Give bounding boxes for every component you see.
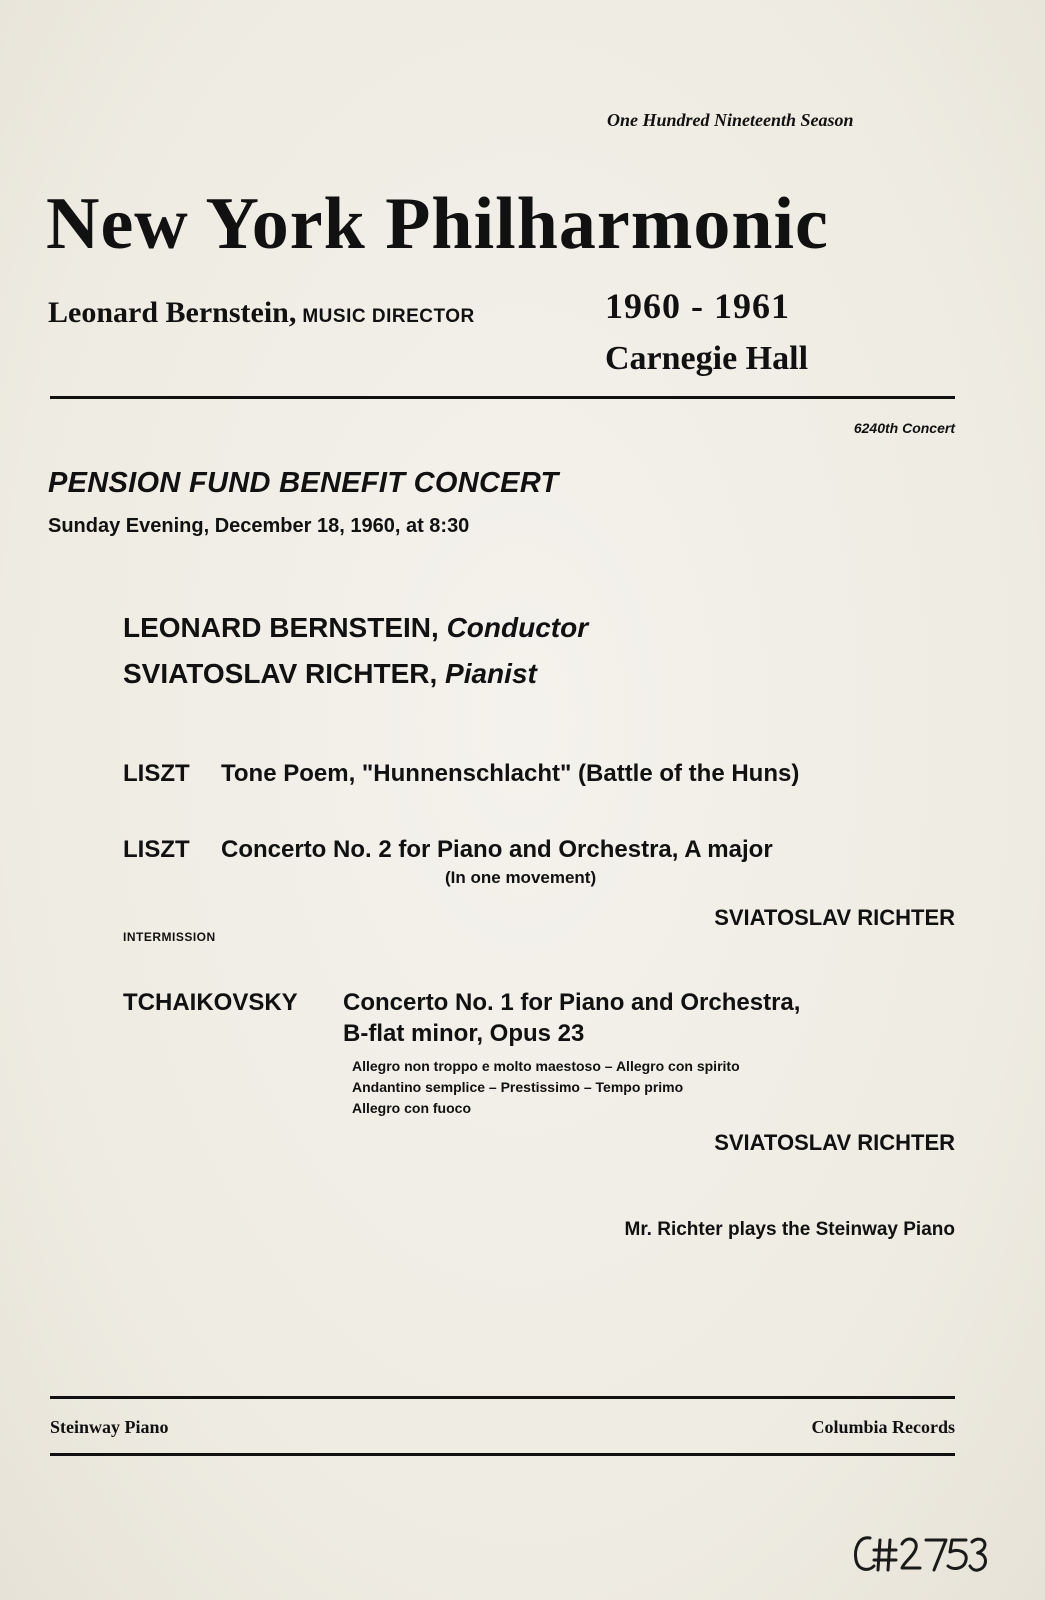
program-item-composer: LISZT <box>123 836 190 863</box>
program-item-work: Concerto No. 1 for Piano and Orchestra, <box>343 989 801 1016</box>
performer-pianist <box>123 658 537 690</box>
event-name: PENSION FUND BENEFIT CONCERT <box>48 467 559 499</box>
movement: Andantino semplice – Prestissimo – Tempo primo <box>352 1079 684 1095</box>
piano-note: Mr. Richter plays the Steinway Piano <box>624 1219 955 1240</box>
director-name: Leonard Bernstein, <box>48 296 297 329</box>
program-item-composer: TCHAIKOVSKY <box>123 989 298 1016</box>
performer-name: LEONARD BERNSTEIN, <box>123 612 439 643</box>
program-item-work: Tone Poem, "Hunnenschlacht" (Battle of the Huns) <box>221 760 800 787</box>
movement: Allegro con fuoco <box>352 1100 471 1116</box>
divider-footer-top <box>50 1396 955 1399</box>
program-item-work: Concerto No. 2 for Piano and Orchestra, A major <box>221 836 773 863</box>
intermission-label: INTERMISSION <box>123 930 216 944</box>
performer-conductor <box>123 612 588 644</box>
season-years: 1960 - 1961 <box>605 286 790 326</box>
handwritten-catalog-mark <box>850 1528 990 1578</box>
concert-number: 6240th Concert <box>853 420 955 436</box>
divider-footer-bottom <box>50 1453 955 1456</box>
footer-left: Steinway Piano <box>50 1417 169 1437</box>
event-date: Sunday Evening, December 18, 1960, at 8:30 <box>48 515 470 537</box>
program-item-soloist: SVIATOSLAV RICHTER <box>714 905 955 930</box>
performer-role: Pianist <box>445 658 537 689</box>
performer-role: Conductor <box>446 612 589 643</box>
movement: Allegro non troppo e molto maestoso – Allegro con spirito <box>352 1058 740 1074</box>
season-label: One Hundred Nineteenth Season <box>607 110 854 130</box>
program-item-composer: LISZT <box>123 760 190 787</box>
program-item-soloist: SVIATOSLAV RICHTER <box>714 1130 955 1155</box>
program-item-subtitle: (In one movement) <box>445 868 597 887</box>
program-item-work: B-flat minor, Opus 23 <box>343 1020 585 1047</box>
footer-right: Columbia Records <box>811 1417 955 1437</box>
venue: Carnegie Hall <box>605 340 809 377</box>
director-role: MUSIC DIRECTOR <box>302 306 475 327</box>
music-director <box>48 296 475 330</box>
performer-name: SVIATOSLAV RICHTER, <box>123 658 438 689</box>
page-title: New York Philharmonic <box>46 183 829 265</box>
divider-top <box>50 396 955 399</box>
